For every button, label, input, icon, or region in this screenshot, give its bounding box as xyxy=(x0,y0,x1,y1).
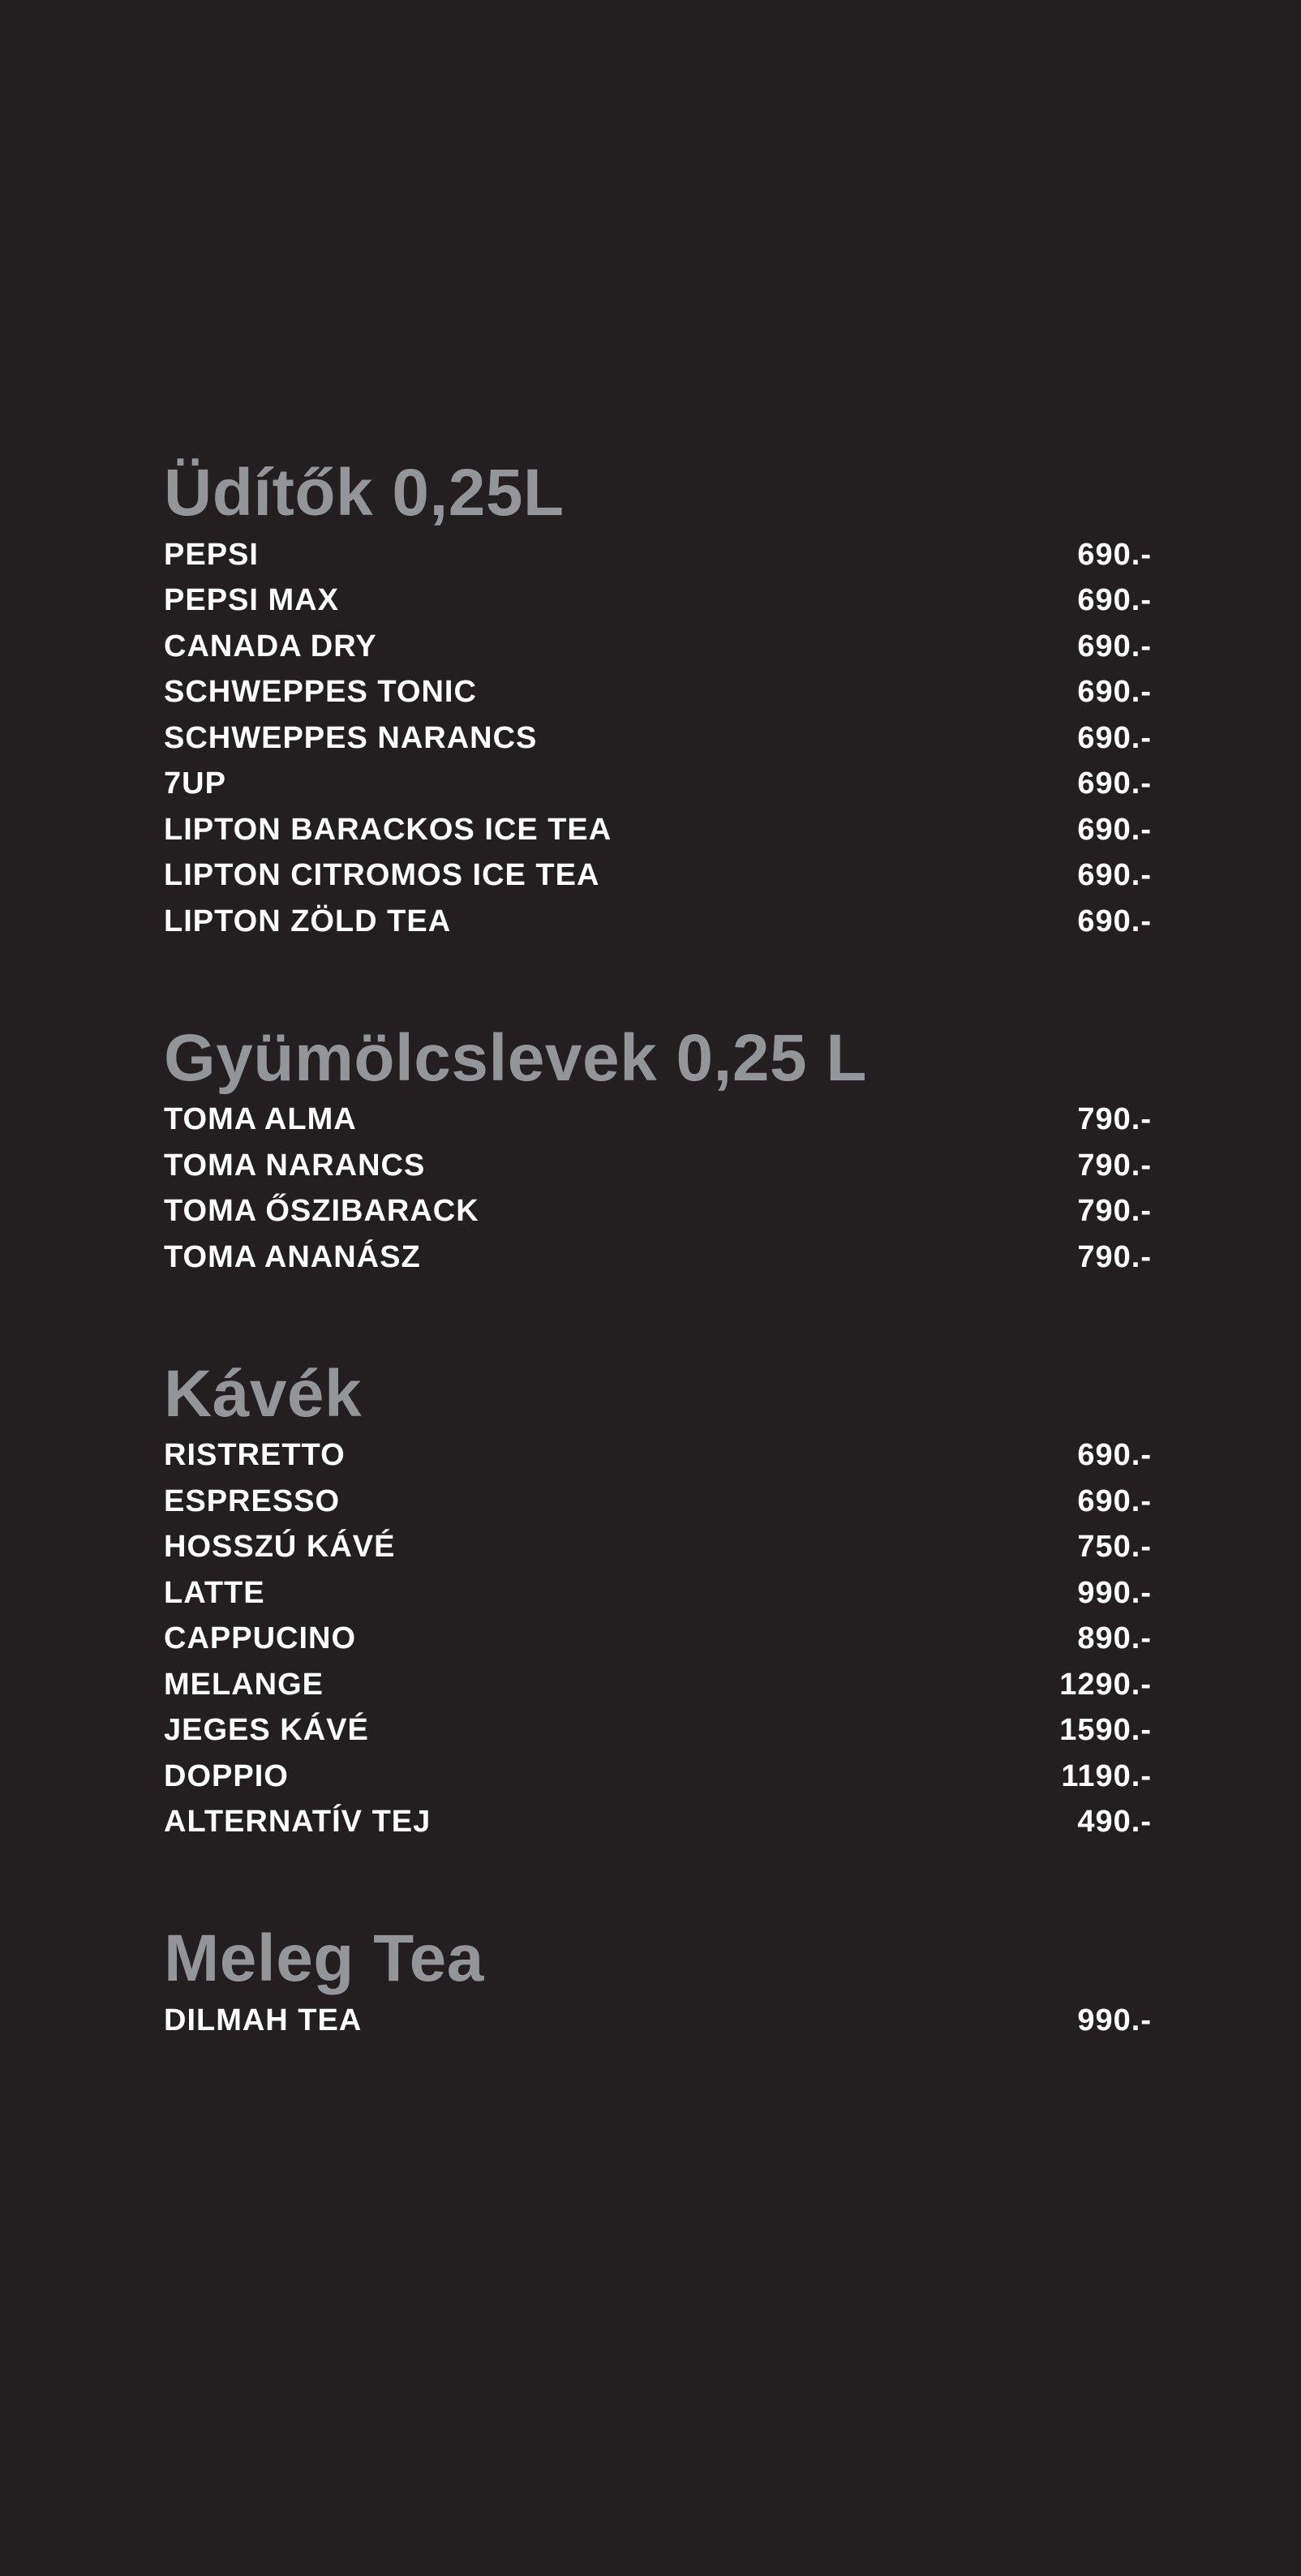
menu-section-coffees xyxy=(164,1355,1152,1846)
section-title: Gyümölcslevek 0,25 L xyxy=(164,1020,867,1095)
menu-item xyxy=(164,762,1152,808)
item-list xyxy=(164,1998,1152,2044)
item-price: 690.- xyxy=(1077,766,1152,801)
menu-item xyxy=(164,1570,1152,1616)
menu-item xyxy=(164,578,1152,625)
item-name: TOMA ALMA xyxy=(164,1102,357,1137)
item-price: 890.- xyxy=(1077,1621,1152,1656)
item-name: SCHWEPPES NARANCS xyxy=(164,720,538,755)
item-price: 1190.- xyxy=(1061,1758,1152,1793)
menu-item xyxy=(164,1525,1152,1571)
item-price: 690.- xyxy=(1077,537,1152,572)
item-price: 990.- xyxy=(1077,2003,1152,2037)
menu-item xyxy=(164,1754,1152,1800)
section-title: Meleg Tea xyxy=(164,1921,484,1995)
item-name: SCHWEPPES TONIC xyxy=(164,675,477,710)
item-name: LIPTON BARACKOS ICE TEA xyxy=(164,812,612,847)
section-title: Kávék xyxy=(164,1356,363,1431)
menu-item xyxy=(164,1097,1152,1144)
item-price: 690.- xyxy=(1077,858,1152,893)
item-price: 690.- xyxy=(1077,812,1152,847)
menu-item xyxy=(164,1800,1152,1846)
menu-item xyxy=(164,1616,1152,1663)
menu-item xyxy=(164,624,1152,670)
item-price: 790.- xyxy=(1077,1148,1152,1183)
drinks-menu xyxy=(164,454,1152,2044)
item-price: 690.- xyxy=(1077,720,1152,755)
item-name: TOMA NARANCS xyxy=(164,1148,426,1183)
menu-item xyxy=(164,1708,1152,1754)
menu-item xyxy=(164,899,1152,945)
item-name: CANADA DRY xyxy=(164,629,377,663)
menu-item xyxy=(164,1189,1152,1235)
item-price: 790.- xyxy=(1077,1102,1152,1137)
item-name: HOSSZÚ KÁVÉ xyxy=(164,1530,396,1565)
item-list xyxy=(164,1097,1152,1281)
item-price: 1290.- xyxy=(1059,1667,1152,1702)
item-price: 690.- xyxy=(1077,904,1152,938)
item-name: RISTRETTO xyxy=(164,1438,346,1473)
menu-item xyxy=(164,715,1152,762)
menu-item xyxy=(164,1433,1152,1479)
item-price: 490.- xyxy=(1077,1805,1152,1840)
item-name: 7UP xyxy=(164,766,226,801)
menu-item xyxy=(164,1662,1152,1708)
menu-item xyxy=(164,853,1152,899)
menu-item xyxy=(164,670,1152,716)
item-name: CAPPUCINO xyxy=(164,1621,357,1656)
item-name: DOPPIO xyxy=(164,1758,289,1793)
item-name: LIPTON ZÖLD TEA xyxy=(164,904,452,938)
item-list xyxy=(164,532,1152,945)
item-name: TOMA ŐSZIBARACK xyxy=(164,1194,479,1229)
item-price: 690.- xyxy=(1077,1438,1152,1473)
item-name: LATTE xyxy=(164,1575,265,1610)
item-name: PEPSI xyxy=(164,537,259,572)
item-price: 790.- xyxy=(1077,1239,1152,1274)
item-list xyxy=(164,1433,1152,1846)
item-price: 690.- xyxy=(1077,629,1152,663)
item-name: DILMAH TEA xyxy=(164,2003,363,2037)
item-price: 750.- xyxy=(1077,1530,1152,1565)
item-price: 690.- xyxy=(1077,1483,1152,1518)
menu-item xyxy=(164,1143,1152,1189)
menu-item xyxy=(164,807,1152,853)
section-title: Üdítők 0,25L xyxy=(164,456,565,530)
menu-item xyxy=(164,1998,1152,2044)
item-price: 690.- xyxy=(1077,583,1152,618)
item-name: JEGES KÁVÉ xyxy=(164,1713,369,1748)
item-name: TOMA ANANÁSZ xyxy=(164,1239,421,1274)
item-name: PEPSI MAX xyxy=(164,583,339,618)
item-name: ESPRESSO xyxy=(164,1483,341,1518)
item-price: 990.- xyxy=(1077,1575,1152,1610)
item-price: 690.- xyxy=(1077,675,1152,710)
menu-section-hot-tea xyxy=(164,1920,1152,2044)
item-price: 1590.- xyxy=(1059,1713,1152,1748)
item-name: LIPTON CITROMOS ICE TEA xyxy=(164,858,600,893)
item-price: 790.- xyxy=(1077,1194,1152,1229)
menu-item xyxy=(164,1234,1152,1281)
menu-item xyxy=(164,1479,1152,1525)
menu-section-soft-drinks xyxy=(164,454,1152,945)
item-name: ALTERNATÍV TEJ xyxy=(164,1805,432,1840)
menu-item xyxy=(164,532,1152,578)
menu-section-juices xyxy=(164,1020,1152,1281)
item-name: MELANGE xyxy=(164,1667,324,1702)
